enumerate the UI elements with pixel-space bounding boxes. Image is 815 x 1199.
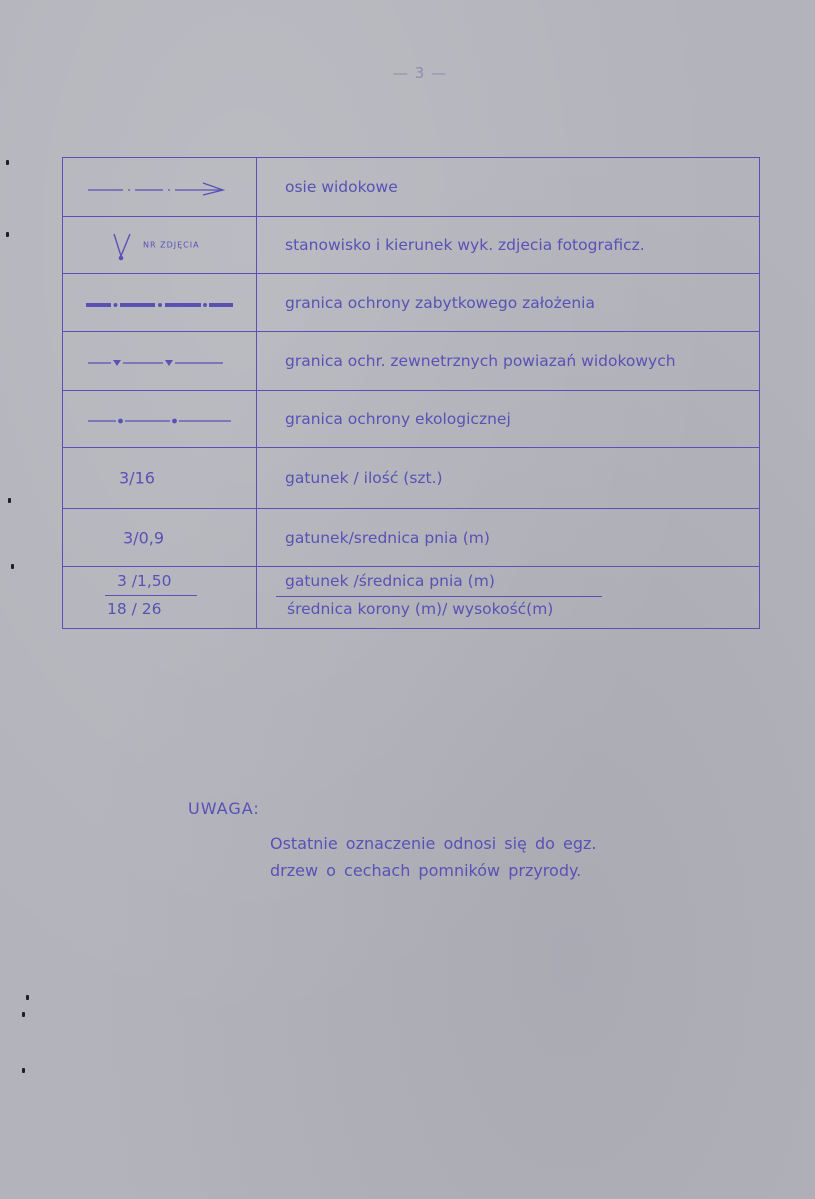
legend-row-heritage-boundary — [63, 274, 759, 332]
legend-description: granica ochrony zabytkowego założenia — [285, 293, 595, 312]
legend-table — [62, 157, 760, 629]
legend-description: gatunek / ilość (szt.) — [285, 469, 443, 487]
ecological-boundary-symbol-icon — [63, 391, 256, 447]
legend-row-view-axes — [63, 158, 759, 217]
photo-number-label: NR ZDJĘCIA — [143, 240, 200, 250]
view-connections-boundary-symbol-icon — [63, 332, 256, 390]
symbol-numerator: 3 /1,50 — [117, 572, 172, 590]
legend-row-photo-position — [63, 217, 759, 274]
description-bottom: średnica korony (m)/ wysokość(m) — [287, 600, 554, 618]
punch-mark — [6, 232, 9, 237]
legend-row-ecological-boundary — [63, 391, 759, 448]
heritage-boundary-symbol-icon — [63, 274, 256, 331]
photo-position-symbol — [63, 217, 256, 273]
species-count-symbol — [63, 448, 256, 508]
punch-mark — [6, 160, 9, 165]
legend-description: gatunek/srednica pnia (m) — [285, 528, 490, 547]
legend-description: granica ochr. zewnetrznych powiazań widokowych — [285, 352, 676, 370]
legend-row-monument-trees — [63, 567, 759, 629]
note-line-2: drzew o cechach pomników przyrody. — [270, 861, 582, 880]
punch-mark — [22, 1012, 25, 1017]
species-trunk-text: 3/0,9 — [123, 528, 165, 547]
view-axis-symbol-icon — [63, 158, 256, 216]
monument-trees-symbol — [63, 567, 256, 629]
punch-mark — [8, 498, 11, 503]
legend-description: granica ochrony ekologicznej — [285, 410, 511, 428]
note-label: UWAGA: — [188, 799, 260, 818]
legend-description: osie widokowe — [285, 178, 398, 196]
legend-row-species-trunk — [63, 509, 759, 567]
species-count-text: 3/16 — [119, 468, 155, 488]
note-line-1: Ostatnie oznaczenie odnosi się do egz. — [270, 834, 597, 853]
legend-row-species-count — [63, 448, 759, 509]
symbol-denominator: 18 / 26 — [107, 600, 162, 618]
description-top: gatunek /średnica pnia (m) — [285, 572, 495, 590]
punch-mark — [22, 1068, 25, 1073]
legend-description: stanowisko i kierunek wyk. zdjecia fotograficz. — [285, 236, 645, 254]
species-trunk-symbol — [63, 509, 256, 566]
page-number: — 3 — — [392, 64, 448, 82]
punch-mark — [11, 564, 14, 569]
legend-row-view-connections-boundary — [63, 332, 759, 391]
punch-mark — [26, 995, 29, 1000]
